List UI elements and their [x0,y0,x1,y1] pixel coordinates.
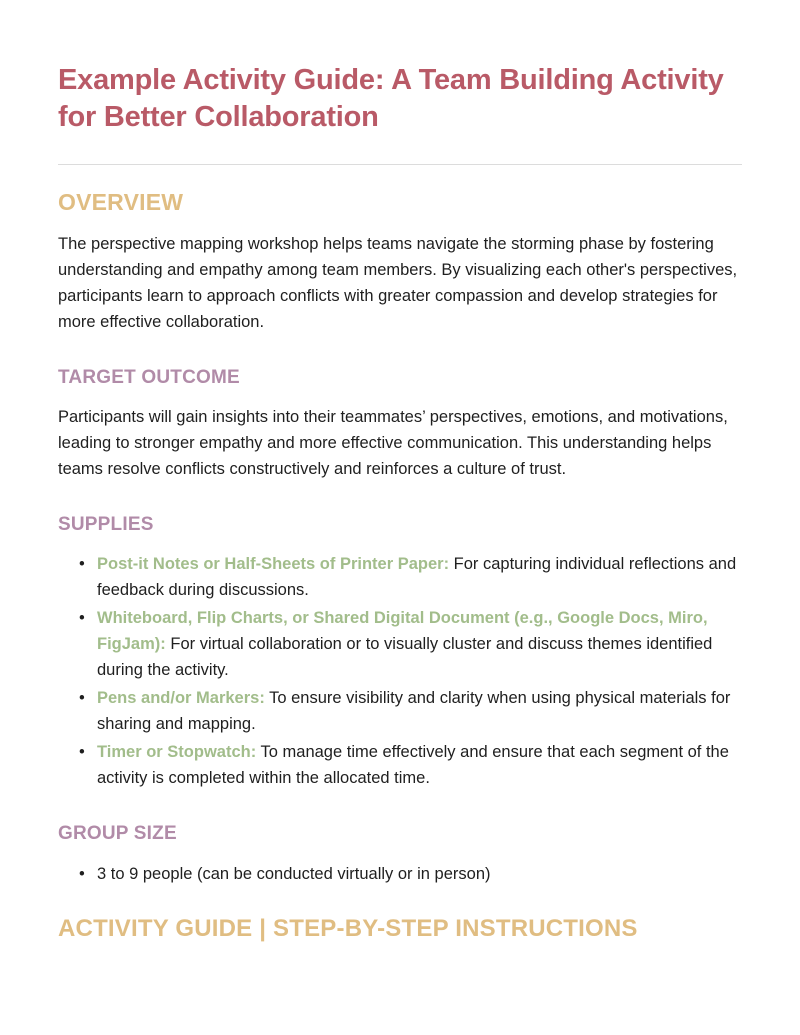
target-outcome-paragraph: Participants will gain insights into their teammates’ perspectives, emotions, and motivations, leading to stronger empathy and more effective communication. This understanding helps teams resolve conflicts constructively and reinforces a culture of trust. [58,407,728,478]
supplies-list [58,551,742,791]
section-heading-target-outcome: TARGET OUTCOME [58,366,240,388]
section-heading-supplies: SUPPLIES [58,513,154,535]
list-item [58,685,742,737]
section-heading-overview: OVERVIEW [58,189,184,216]
list-item [58,739,742,791]
group-size-list [58,861,742,887]
list-item [58,551,742,603]
supply-lead: Timer or Stopwatch: [97,743,257,762]
overview-paragraph: The perspective mapping workshop helps teams navigate the storming phase by fostering understanding and empathy among team members. By visualizing each other's perspectives, participants learn to approach conflicts with greater compassion and develop strategies for more effective collaboration. [58,234,738,331]
supply-text: For capturing individual reflections and feedback during discussions. [97,555,737,600]
page-title: Example Activity Guide: A Team Building Activity for Better Collaboration [58,64,724,134]
section-heading-group-size: GROUP SIZE [58,823,177,845]
supply-text: To ensure visibility and clarity when using physical materials for sharing and mapping. [97,689,731,734]
supply-lead: Post-it Notes or Half-Sheets of Printer Paper: [97,555,450,574]
supply-lead: Whiteboard, Flip Charts, or Shared Digital Document (e.g., Google Docs, Miro, FigJam): [97,609,708,654]
supply-lead: Pens and/or Markers: [97,689,265,708]
section-divider [58,164,742,165]
section-heading-activity-guide: ACTIVITY GUIDE | STEP-BY-STEP INSTRUCTIONS [58,915,638,943]
supply-text: For virtual collaboration or to visually cluster and discuss themes identified during the activity. [97,635,713,680]
list-item [58,861,742,887]
list-item [58,605,742,683]
group-size-text: 3 to 9 people (can be conducted virtually or in person) [97,865,491,884]
supply-text: To manage time effectively and ensure that each segment of the activity is completed within the allocated time. [97,743,729,788]
